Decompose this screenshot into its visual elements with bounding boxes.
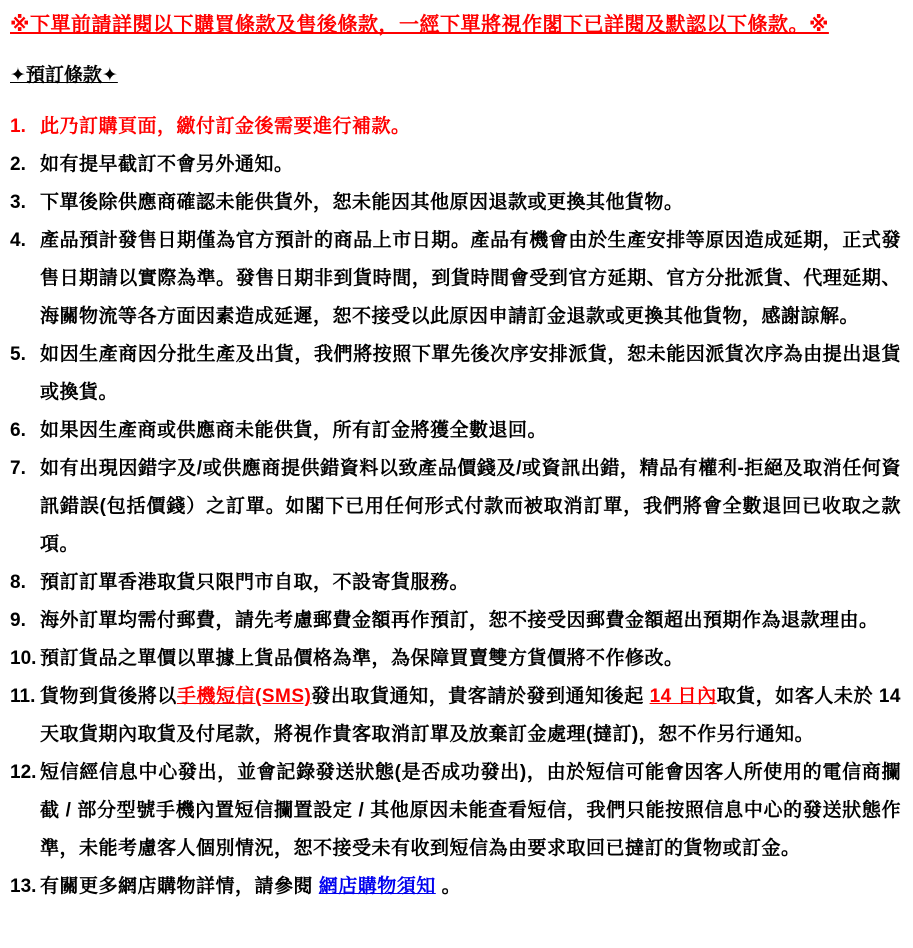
item-number: 10. bbox=[10, 648, 37, 669]
item-number: 2. bbox=[10, 154, 26, 175]
terms-item bbox=[10, 336, 901, 412]
text-segment: 產品預計發售日期僅為官方預計的商品上市日期。產品有機會由於生產安排等原因造成延期，正式發售日期請以實際為準。發售日期非到貨時間，到貨時間會受到官方延期、官方分批派貨、代理延期、海關物流等各方面因素造成延遲，恕不接受以此原因申請訂金退款或更換其他貨物，感謝諒解。 bbox=[40, 230, 901, 327]
terms-item bbox=[10, 602, 901, 640]
terms-item bbox=[10, 222, 901, 336]
item-number: 12. bbox=[10, 762, 37, 783]
header-notice: ※下單前請詳閱以下購買條款及售後條款，一經下單將視作閣下已詳閱及默認以下條款。※ bbox=[10, 14, 829, 36]
terms-item bbox=[10, 754, 901, 868]
item-number: 3. bbox=[10, 192, 26, 213]
text-segment: 短信經信息中心發出，並會記錄發送狀態(是否成功發出)，由於短信可能會因客人所使用的電信商攔截 / 部分型號手機內置短信攔置設定 / 其他原因未能查看短信，我們只能按照信息中心的發送狀態作準，未能考慮客人個別情況，恕不接受未有收到短信為由要求取回已撻訂的貨物或訂金。 bbox=[40, 762, 901, 859]
text-segment: 發出取貨通知，貴客請於發到通知後起 bbox=[311, 686, 650, 707]
terms-item bbox=[10, 412, 901, 450]
item-text bbox=[40, 678, 901, 754]
store-shopping-notice-link[interactable]: 網店購物須知 bbox=[318, 876, 436, 897]
item-text bbox=[40, 108, 901, 146]
item-text bbox=[40, 412, 901, 450]
item-text bbox=[40, 754, 901, 868]
text-segment: 此乃訂購頁面，繳付訂金後需要進行補款。 bbox=[40, 116, 411, 137]
item-number: 11. bbox=[10, 686, 36, 707]
text-segment: 有關更多網店購物詳情，請參閱 bbox=[40, 876, 319, 897]
item-number: 1. bbox=[10, 116, 26, 137]
terms-item bbox=[10, 868, 901, 906]
item-number: 4. bbox=[10, 230, 26, 251]
text-segment: 取貨，如客人未於 14 天取貨期內取貨及付尾款，將視作貴客取消訂單及放棄訂金處理(撻訂)，恕不作另行通知。 bbox=[40, 686, 901, 745]
terms-list bbox=[10, 108, 901, 906]
sms-highlight: 手機短信(SMS) bbox=[176, 686, 312, 707]
terms-item bbox=[10, 564, 901, 602]
text-segment: 貨物到貨後將以 bbox=[40, 686, 177, 707]
item-text bbox=[40, 640, 901, 678]
item-text bbox=[40, 184, 901, 222]
item-text bbox=[40, 564, 901, 602]
item-text bbox=[40, 146, 901, 184]
text-segment: 如有提早截訂不會另外通知。 bbox=[40, 154, 294, 175]
terms-page bbox=[10, 10, 901, 906]
item-text bbox=[40, 868, 901, 906]
item-number: 6. bbox=[10, 420, 26, 441]
item-number: 7. bbox=[10, 458, 26, 479]
terms-item bbox=[10, 678, 901, 754]
text-segment: 如因生產商因分批生產及出貨，我們將按照下單先後次序安排派貨，恕未能因派貨次序為由提出退貨或換貨。 bbox=[40, 344, 901, 403]
deadline-highlight: 14 日內 bbox=[649, 686, 717, 707]
item-number: 13. bbox=[10, 876, 37, 897]
terms-item bbox=[10, 450, 901, 564]
text-segment: 如有出現因錯字及/或供應商提供錯資料以致產品價錢及/或資訊出錯，精品有權利-拒絕及取消任何資訊錯誤(包括價錢）之訂單。如閣下已用任何形式付款而被取消訂單，我們將會全數退回已收取之款項。 bbox=[40, 458, 901, 555]
item-text bbox=[40, 336, 901, 412]
item-number: 9. bbox=[10, 610, 26, 631]
item-number: 5. bbox=[10, 344, 26, 365]
terms-item bbox=[10, 146, 901, 184]
terms-item bbox=[10, 184, 901, 222]
text-segment: 下單後除供應商確認未能供貨外，恕未能因其他原因退款或更換其他貨物。 bbox=[40, 192, 684, 213]
terms-item bbox=[10, 640, 901, 678]
section-title: ✦預訂條款✦ bbox=[10, 65, 118, 86]
item-text bbox=[40, 602, 901, 640]
item-text bbox=[40, 222, 901, 336]
item-number: 8. bbox=[10, 572, 26, 593]
terms-item bbox=[10, 108, 901, 146]
text-segment: 如果因生產商或供應商未能供貨，所有訂金將獲全數退回。 bbox=[40, 420, 548, 441]
text-segment: 海外訂單均需付郵費，請先考慮郵費金額再作預訂，恕不接受因郵費金額超出預期作為退款理由。 bbox=[40, 610, 879, 631]
item-text bbox=[40, 450, 901, 564]
text-segment: 預訂貨品之單價以單據上貨品價格為準，為保障買賣雙方貨價將不作修改。 bbox=[40, 648, 684, 669]
text-segment: 。 bbox=[435, 876, 462, 897]
text-segment: 預訂訂單香港取貨只限門市自取，不設寄貨服務。 bbox=[40, 572, 470, 593]
